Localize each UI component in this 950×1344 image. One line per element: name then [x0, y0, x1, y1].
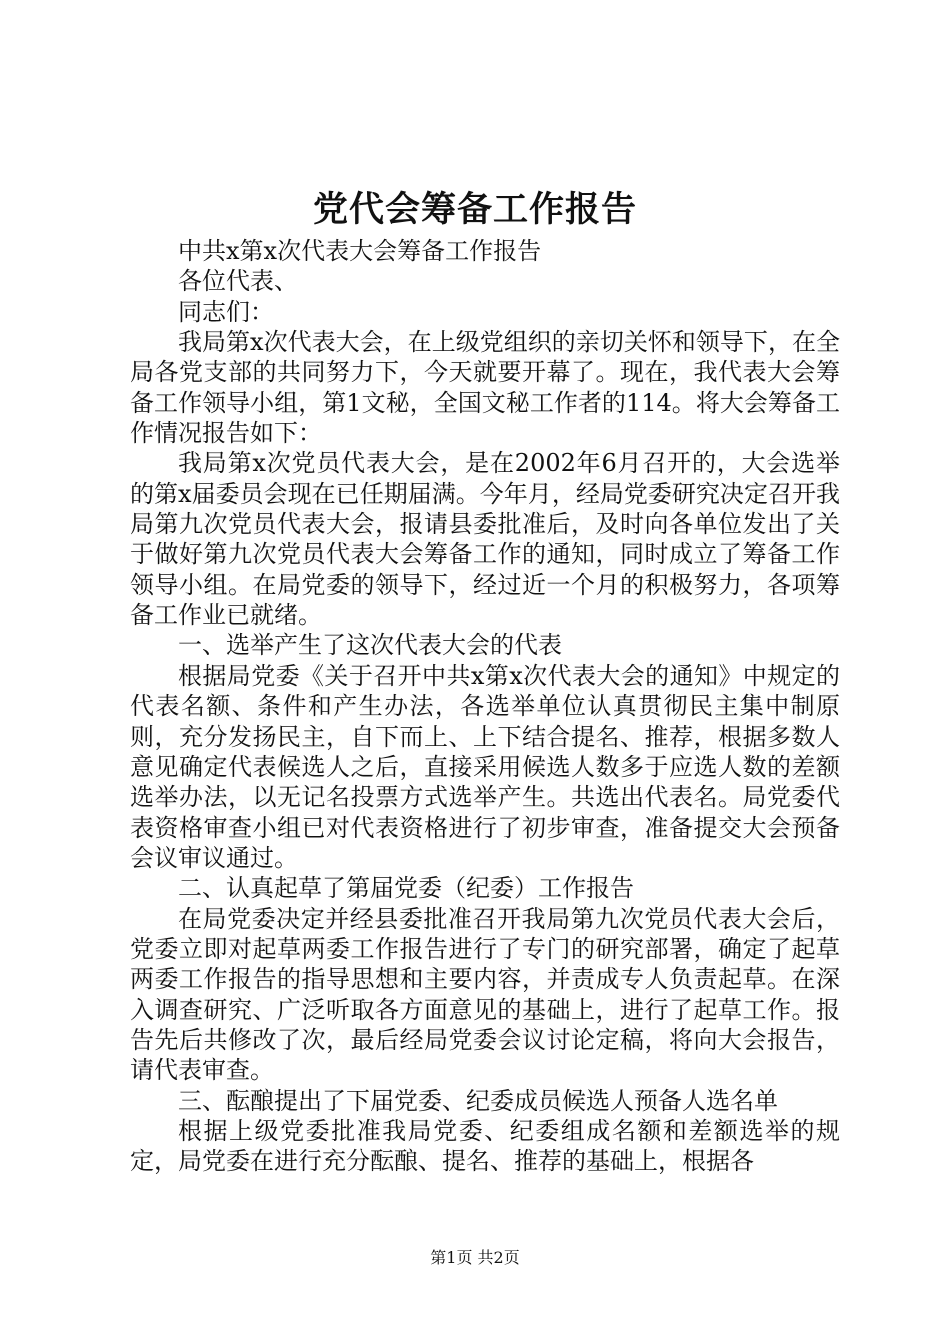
salutation-line-1: 各位代表、 — [178, 267, 298, 296]
section-heading: 二、认真起草了第届党委（纪委）工作报告 — [178, 874, 634, 903]
body-paragraph: 我局第x次代表大会，在上级党组织的亲切关怀和领导下，在全局各党支部的共同努力下，今天就要开幕了。现在，我代表大会筹备工作领导小组，第1文秘，全国文秘工作者的114。将大会筹备工作情况报告如下： — [130, 328, 840, 448]
body-paragraph: 根据上级党委批准我局党委、纪委组成名额和差额选举的规定，局党委在进行充分酝酿、提名、推荐的基础上，根据各 — [130, 1116, 840, 1176]
salutation-line-2: 同志们： — [178, 297, 274, 326]
body-paragraph: 在局党委决定并经县委批准召开我局第九次党员代表大会后，党委立即对起草两委工作报告进行了专门的研究部署，确定了起草两委工作报告的指导思想和主要内容，并责成专人负责起草。在深入调查研究、广泛听取各方面意见的基础上，进行了起草工作。报告先后共修改了次，最后经局党委会议讨论定稿，将向大会报告，请代表审查。 — [130, 904, 840, 1085]
section-heading: 三、酝酿提出了下届党委、纪委成员候选人预备人选名单 — [178, 1086, 778, 1115]
page-number-footer: 第1页 共2页 — [430, 1248, 520, 1267]
report-subtitle: 中共x第x次代表大会筹备工作报告 — [178, 237, 542, 265]
section-heading: 一、选举产生了这次代表大会的代表 — [178, 631, 562, 660]
body-paragraph: 根据局党委《关于召开中共x第x次代表大会的通知》中规定的代表名额、条件和产生办法，各选举单位认真贯彻民主集中制原则，充分发扬民主，自下而上、上下结合提名、推荐，根据多数人意见确定代表候选人之后，直接采用候选人数多于应选人数的差额选举办法，以无记名投票方式选举产生。共选出代表名。局党委代表资格审查小组已对代表资格进行了初步审查，准备提交大会预备会议审议通过。 — [130, 661, 840, 872]
body-paragraph: 我局第x次党员代表大会，是在2002年6月召开的，大会选举的第x届委员会现在已任期届满。今年月，经局党委研究决定召开我局第九次党员代表大会，报请县委批准后，及时向各单位发出了关于做好第九次党员代表大会筹备工作的通知，同时成立了筹备工作领导小组。在局党委的领导下，经过近一个月的积极努力，各项筹备工作业已就绪。 — [130, 449, 840, 630]
document-body — [130, 236, 840, 1177]
document-title: 党代会筹备工作报告 — [312, 189, 637, 230]
